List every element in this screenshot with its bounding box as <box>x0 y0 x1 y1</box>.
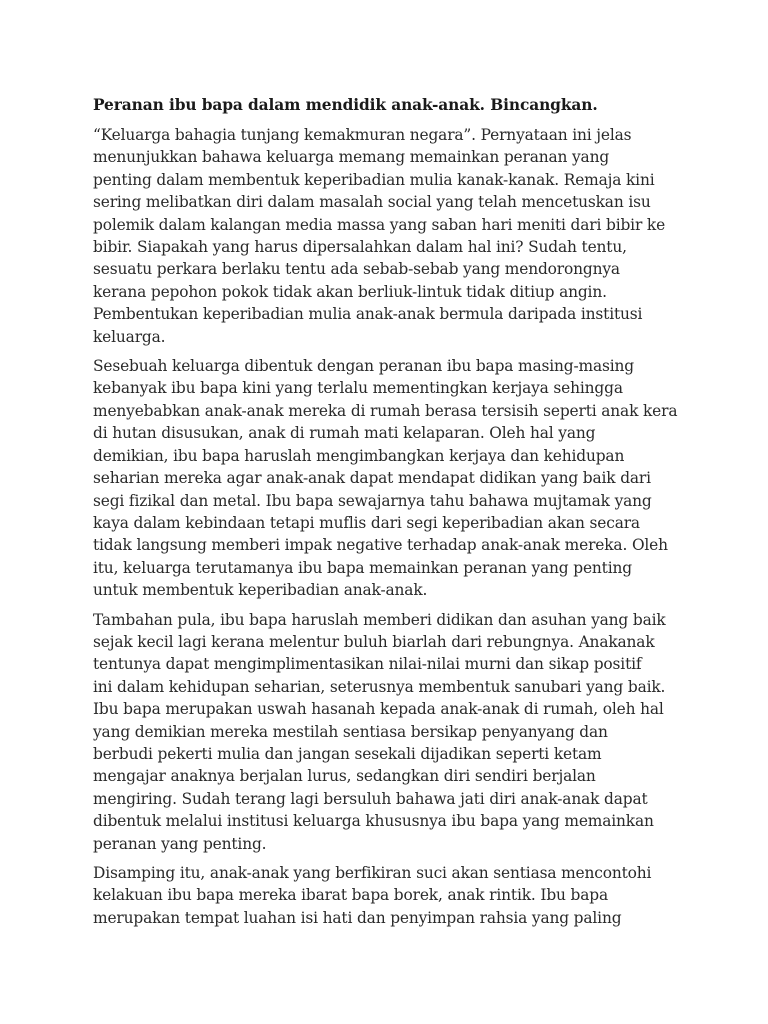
text-line: sejak kecil lagi kerana melentur buluh biarlah dari rebungnya. Anakanak <box>93 632 655 651</box>
text-line: ini dalam kehidupan seharian, seterusnya membentuk sanubari yang baik. <box>93 677 666 696</box>
text-line: tidak langsung memberi impak negative terhadap anak-anak mereka. Oleh <box>93 536 668 555</box>
text-line: tentunya dapat mengimplimentasikan nilai-nilai murni dan sikap positif <box>93 655 642 674</box>
text-line: sesuatu perkara berlaku tentu ada sebab-sebab yang mendorongnya <box>93 260 620 279</box>
document-page <box>93 94 683 936</box>
text-line: dibentuk melalui institusi keluarga khususnya ibu bapa yang memainkan <box>93 812 654 831</box>
text-line: berbudi pekerti mulia dan jangan sesekali dijadikan seperti ketam <box>93 744 602 763</box>
text-line: untuk membentuk keperibadian anak-anak. <box>93 581 428 600</box>
text-line: merupakan tempat luahan isi hati dan penyimpan rahsia yang paling <box>93 908 622 927</box>
text-line: Sesebuah keluarga dibentuk dengan peranan ibu bapa masing-masing <box>93 357 635 376</box>
text-line: kerana pepohon pokok tidak akan berliuk-lintuk tidak ditiup angin. <box>93 282 607 301</box>
text-line: penting dalam membentuk keperibadian mulia kanak-kanak. Remaja kini <box>93 170 655 189</box>
text-line: Pembentukan keperibadian mulia anak-anak bermula daripada institusi <box>93 305 643 324</box>
text-line: kebanyak ibu bapa kini yang terlalu mementingkan kerjaya sehingga <box>93 379 623 398</box>
text-line: mengajar anaknya berjalan lurus, sedangkan diri sendiri berjalan <box>93 767 596 786</box>
text-line: seharian mereka agar anak-anak dapat mendapat didikan yang baik dari <box>93 469 651 488</box>
text-line: demikian, ibu bapa haruslah mengimbangkan kerjaya dan kehidupan <box>93 446 625 465</box>
text-line: menyebabkan anak-anak mereka di rumah berasa tersisih seperti anak kera <box>93 401 678 420</box>
text-line: peranan yang penting. <box>93 834 267 853</box>
paragraph-1 <box>93 124 683 348</box>
text-line: yang demikian mereka mestilah sentiasa bersikap penyanyang dan <box>93 722 608 741</box>
paragraph-3 <box>93 609 683 855</box>
text-line: Ibu bapa merupakan uswah hasanah kepada anak-anak di rumah, oleh hal <box>93 700 664 719</box>
text-line: segi fizikal dan metal. Ibu bapa sewajarnya tahu bahawa mujtamak yang <box>93 491 652 510</box>
text-line: di hutan disusukan, anak di rumah mati kelaparan. Oleh hal yang <box>93 424 596 443</box>
text-line: mengiring. Sudah terang lagi bersuluh bahawa jati diri anak-anak dapat <box>93 789 648 808</box>
text-line: keluarga. <box>93 327 166 346</box>
text-line: “Keluarga bahagia tunjang kemakmuran negara”. Pernyataan ini jelas <box>93 126 632 144</box>
text-line: sering melibatkan diri dalam masalah social yang telah mencetuskan isu <box>93 193 651 212</box>
text-line: kaya dalam kebindaan tetapi muflis dari segi keperibadian akan secara <box>93 513 640 532</box>
text-line: bibir. Siapakah yang harus dipersalahkan dalam hal ini? Sudah tentu, <box>93 238 627 257</box>
text-line: itu, keluarga terutamanya ibu bapa memainkan peranan yang penting <box>93 558 632 577</box>
paragraph-4 <box>93 862 683 929</box>
text-line: Disamping itu, anak-anak yang berfikiran suci akan sentiasa mencontohi <box>93 864 652 882</box>
text-line: Tambahan pula, ibu bapa haruslah memberi didikan dan asuhan yang baik <box>93 610 666 629</box>
paragraph-2 <box>93 355 683 601</box>
essay-title: Peranan ibu bapa dalam mendidik anak-anak. Bincangkan. <box>93 96 598 114</box>
text-line: polemik dalam kalangan media massa yang saban hari meniti dari bibir ke <box>93 215 666 234</box>
text-line: kelakuan ibu bapa mereka ibarat bapa borek, anak rintik. Ibu bapa <box>93 886 608 905</box>
text-line: menunjukkan bahawa keluarga memang memainkan peranan yang <box>93 148 610 167</box>
